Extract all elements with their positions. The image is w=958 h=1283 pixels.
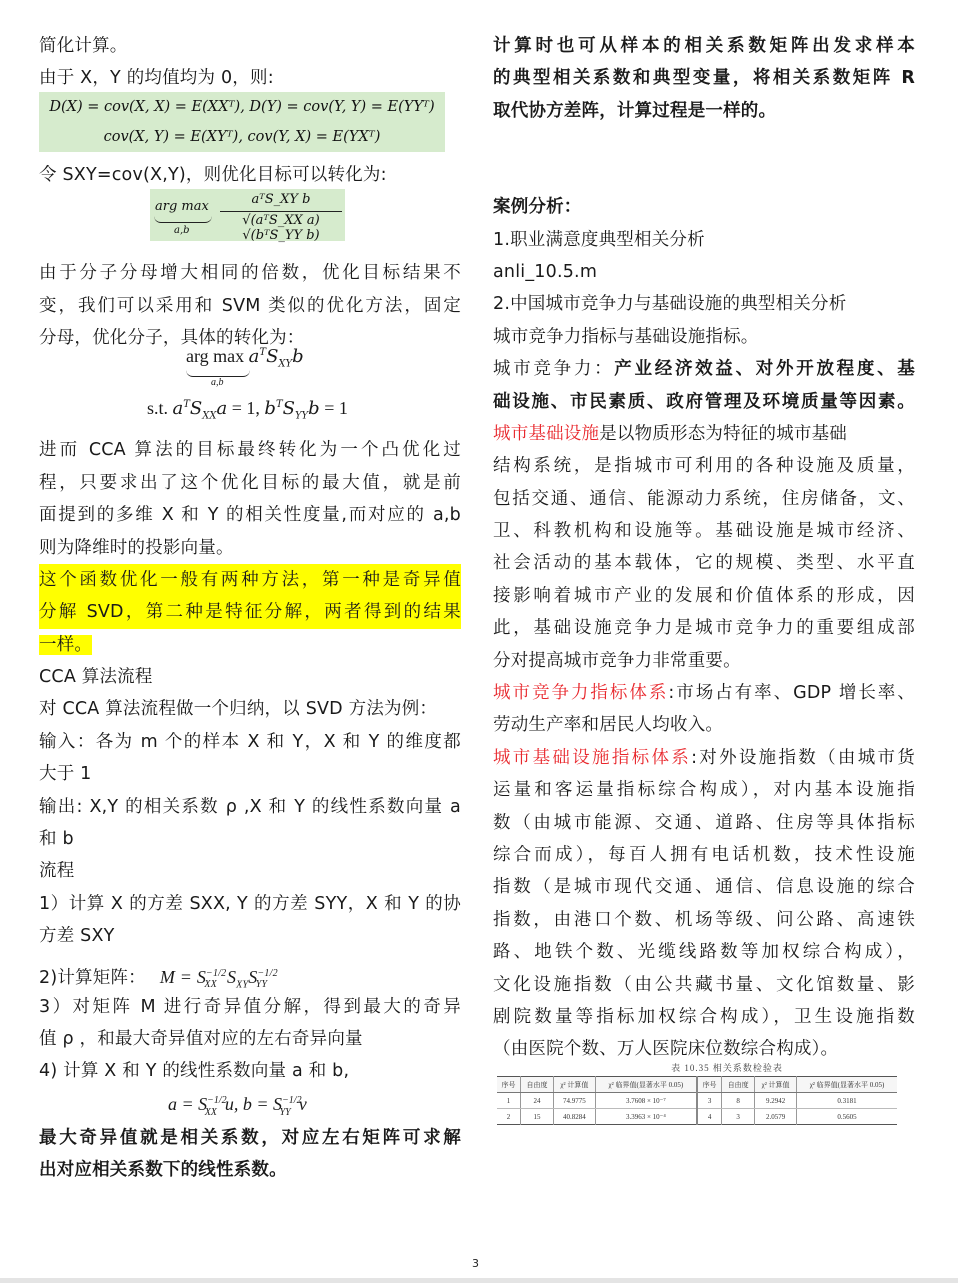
- text-line: 由于 X，Y 的均值均为 0，则:: [39, 68, 274, 89]
- highlighted-text: [39, 629, 461, 661]
- table-cell: 3.7608 × 10⁻⁷: [595, 1093, 697, 1109]
- text-line: 输入：各为 m 个的样本 X 和 Y，X 和 Y 的维度都: [39, 731, 461, 752]
- red-term: 城市基础设施指标体系: [493, 747, 692, 768]
- column-header: χ² 计算值: [755, 1077, 797, 1093]
- text-line: 城市竞争力指标与基础设施指标。: [493, 326, 759, 347]
- argmax-label: arg max: [186, 346, 245, 366]
- table-cell: 3.3963 × 10⁻⁴: [595, 1109, 697, 1125]
- text-line: 指数（是城市现代交通、通信、信息设施的综合: [493, 877, 915, 898]
- table-cell: 40.8284: [553, 1109, 595, 1125]
- text-line: 大于 1: [39, 764, 92, 785]
- table-cell: 3: [697, 1093, 722, 1109]
- table-cell: 74.9775: [553, 1093, 595, 1109]
- text-span: :市场占有率、GDP 增长率、: [668, 683, 915, 704]
- text-line: 输出: X,Y 的相关系数 ρ ,X 和 Y 的线性系数向量 a: [39, 796, 461, 817]
- highlight-line: 一样。: [39, 634, 93, 655]
- column-header: χ² 计算值: [553, 1077, 595, 1093]
- argmax-body: $a^TS_{XY}b$: [248, 346, 304, 370]
- equation-row: D(X) = cov(X, X) = E(XXᵀ), D(Y) = cov(Y, Y) = E(YYᵀ): [49, 99, 435, 115]
- covariance-equation-box: [39, 92, 445, 152]
- table-cell: 1: [497, 1093, 520, 1109]
- table-cell: 3: [722, 1109, 755, 1125]
- text-span: :对外设施指数（由城市货: [691, 747, 916, 768]
- text-line: 包括交通、通信、能源动力系统，住房储备，文、: [493, 488, 915, 509]
- text-line: 令 SXY=cov(X,Y)，则优化目标可以转化为:: [39, 164, 387, 185]
- column-header: 序号: [497, 1077, 520, 1093]
- red-term: 城市基础设施: [493, 423, 600, 444]
- table-cell: 0.3181: [797, 1093, 898, 1109]
- step2-line: [39, 953, 461, 991]
- column-header: 自由度: [520, 1077, 553, 1093]
- coefficient-equation: $a = S^{-1/2}_{XX}$ u, $b = S^{-1/2}_{YY}$ v: [168, 1094, 307, 1118]
- table-title: 表 10.35 相关系数检验表: [671, 1063, 783, 1073]
- text-line: 路、地铁个数、光缆线路数等加权综合构成），: [493, 942, 915, 963]
- table-row: [497, 1109, 897, 1125]
- text-line: 流程: [39, 861, 75, 882]
- bold-text-line: 最大奇异值就是相关系数，对应左右矩阵可求解: [39, 1127, 461, 1148]
- table-cell: 0.5605: [837, 1112, 857, 1121]
- bold-text-line: 计算时也可从样本的相关系数矩阵出发求样本: [493, 36, 915, 56]
- text-line: 变，我们可以采用和 SVM 类似的优化方法，固定: [39, 295, 461, 316]
- text-line: 分母，优化分子，具体的转化为：: [39, 327, 305, 348]
- argmax-equation: [186, 346, 304, 388]
- text-line: 面提到的多维 X 和 Y 的相关性度量,而对应的 a,b: [39, 505, 461, 526]
- column-header: 序号: [697, 1077, 722, 1093]
- table-cell: 24: [520, 1093, 553, 1109]
- text-line: 此，基础设施竞争力是城市竞争力的重要组成部: [493, 618, 915, 639]
- text-line: （由医院个数、万人医院床位数综合构成）。: [493, 1039, 839, 1060]
- section-heading: CCA 算法流程: [39, 667, 153, 688]
- case-item: 1.职业满意度典型相关分析: [493, 229, 705, 250]
- text-line: 结构系统，是指城市可利用的各种设施及质量，: [493, 456, 915, 477]
- table-cell: 2.0579: [755, 1109, 797, 1125]
- text-line: 值 ρ ，和最大奇异值对应的左右奇异向量: [39, 1028, 363, 1049]
- page-bottom-edge: [0, 1278, 958, 1283]
- fraction-bar: [220, 211, 342, 212]
- correlation-test-table: [497, 1060, 897, 1125]
- label: 城市竞争力：: [493, 359, 615, 380]
- text-line: 卫、科教机构和设施等。基础设施是城市经济、: [493, 521, 915, 542]
- text-line: 程，只要求出了这个优化目标的最大值，就是前: [39, 472, 461, 493]
- text-line: 劳动生产率和居民人均收入。: [493, 715, 724, 736]
- objective-equation-box: [150, 189, 345, 241]
- table-cell: 8: [722, 1093, 755, 1109]
- text-line: 进而 CCA 算法的目标最终转化为一个凸优化过: [39, 440, 461, 461]
- table-cell: 4: [697, 1109, 722, 1125]
- text-line: 综合而成），每百人拥有电话机数，技术性设施: [493, 844, 915, 865]
- text-line: 由于分子分母增大相同的倍数，优化目标结果不: [39, 263, 461, 284]
- section-heading: 案例分析：: [493, 197, 582, 218]
- text-line: 和 b: [39, 829, 74, 850]
- text-line: 指数，由港口个数、机场等级、问公路、高速铁: [493, 909, 915, 930]
- matrix-equation: $M = S^{-1/2}_{XX}$ $S_{XY}S^{-1/2}_{YY}$: [159, 966, 278, 991]
- file-name: anli_10.5.m: [493, 261, 598, 282]
- text-line: 4) 计算 X 和 Y 的线性系数向量 a 和 b,: [39, 1061, 350, 1082]
- highlighted-text: [39, 596, 461, 628]
- highlighted-text: [39, 564, 461, 596]
- column-header: 自由度: [722, 1077, 755, 1093]
- case-item: 2.中国城市竞争力与基础设施的典型相关分析: [493, 294, 847, 315]
- table-cell: 2: [497, 1109, 520, 1125]
- spacer: [493, 127, 915, 191]
- table-row: [497, 1093, 897, 1109]
- constraint-equation: s.t. $a^TS_{XX}a = 1$, $b^TS_{YY}b = 1$: [147, 398, 348, 422]
- text-line: 则为降维时的投影向量。: [39, 537, 234, 558]
- fraction-denominator: √(aᵀS_XX a) √(bᵀS_YY b): [242, 213, 320, 243]
- text-line: [493, 742, 915, 774]
- step2-label: 2)计算矩阵：: [39, 967, 146, 988]
- bold-text-line: 出对应相关系数下的线性系数。: [39, 1160, 287, 1181]
- text-line: 1）计算 X 的方差 SXX, Y 的方差 SYY，X 和 Y 的协: [39, 893, 461, 914]
- argmax-label: arg max: [155, 199, 209, 214]
- argmax-subscript: a,b: [211, 377, 224, 388]
- bold-text-line: 取代协方差阵，计算过程是一样的。: [493, 100, 777, 121]
- text-line: 接影响着城市产业的发展和价值体系的形成，因: [493, 585, 915, 606]
- column-header: χ² 临界值(显著水平 0.05): [797, 1077, 898, 1093]
- right-column: [493, 30, 915, 1066]
- bold-text-line: 的典型相关系数和典型变量，将相关系数矩阵 R: [493, 68, 915, 89]
- text-line: 方差 SXY: [39, 926, 115, 947]
- table-cell: 15: [520, 1109, 553, 1125]
- text-line: 运量和客运量指标综合构成），对内基本设施指: [493, 780, 915, 801]
- text-line: 3）对矩阵 M 进行奇异值分解，得到最大的奇异: [39, 996, 461, 1017]
- table-header-row: [497, 1077, 897, 1093]
- table-cell: 9.2942: [755, 1093, 797, 1109]
- text-line: 数（由城市能源、交通、道路、住房等具体指标: [493, 812, 915, 833]
- text-line: [493, 418, 915, 450]
- argmax-subscript: a,b: [174, 225, 190, 236]
- text-line: 对 CCA 算法流程做一个归纳，以 SVD 方法为例：: [39, 699, 438, 720]
- fraction-numerator: aᵀS_XY b: [251, 192, 311, 207]
- red-term: 城市竞争力指标体系: [493, 683, 669, 704]
- text-line: [493, 677, 915, 709]
- text-line: 简化计算。: [39, 36, 128, 56]
- underbrace: [154, 216, 212, 223]
- text-span: 是以物质形态为特征的城市基础: [599, 423, 848, 444]
- text-line: 文化设施指数（由公共藏书量、文化馆数量、影: [493, 974, 915, 995]
- table: [497, 1076, 897, 1125]
- highlight-line: 分解 SVD，第二种是特征分解，两者得到的结果: [39, 596, 461, 628]
- column-header: χ² 临界值(显著水平 0.05): [595, 1077, 697, 1093]
- text-line: [493, 353, 915, 385]
- bold-span: 产业经济效益、对外开放程度、基: [614, 359, 916, 380]
- text-line: 分对提高城市竞争力非常重要。: [493, 650, 741, 671]
- page-number: 3: [472, 1257, 479, 1270]
- highlight-line: 这个函数优化一般有两种方法，第一种是奇异值: [39, 564, 461, 596]
- bold-text-line: 础设施、市民素质、政府管理及环境质量等因素。: [493, 391, 915, 412]
- underbrace: [186, 370, 250, 377]
- equation-row: cov(X, Y) = E(XYᵀ), cov(Y, X) = E(YXᵀ): [103, 129, 381, 145]
- text-line: 剧院数量等指标加权综合构成），卫生设施指数: [493, 1006, 915, 1027]
- text-line: 社会活动的基本载体，它的规模、类型、水平直: [493, 553, 915, 574]
